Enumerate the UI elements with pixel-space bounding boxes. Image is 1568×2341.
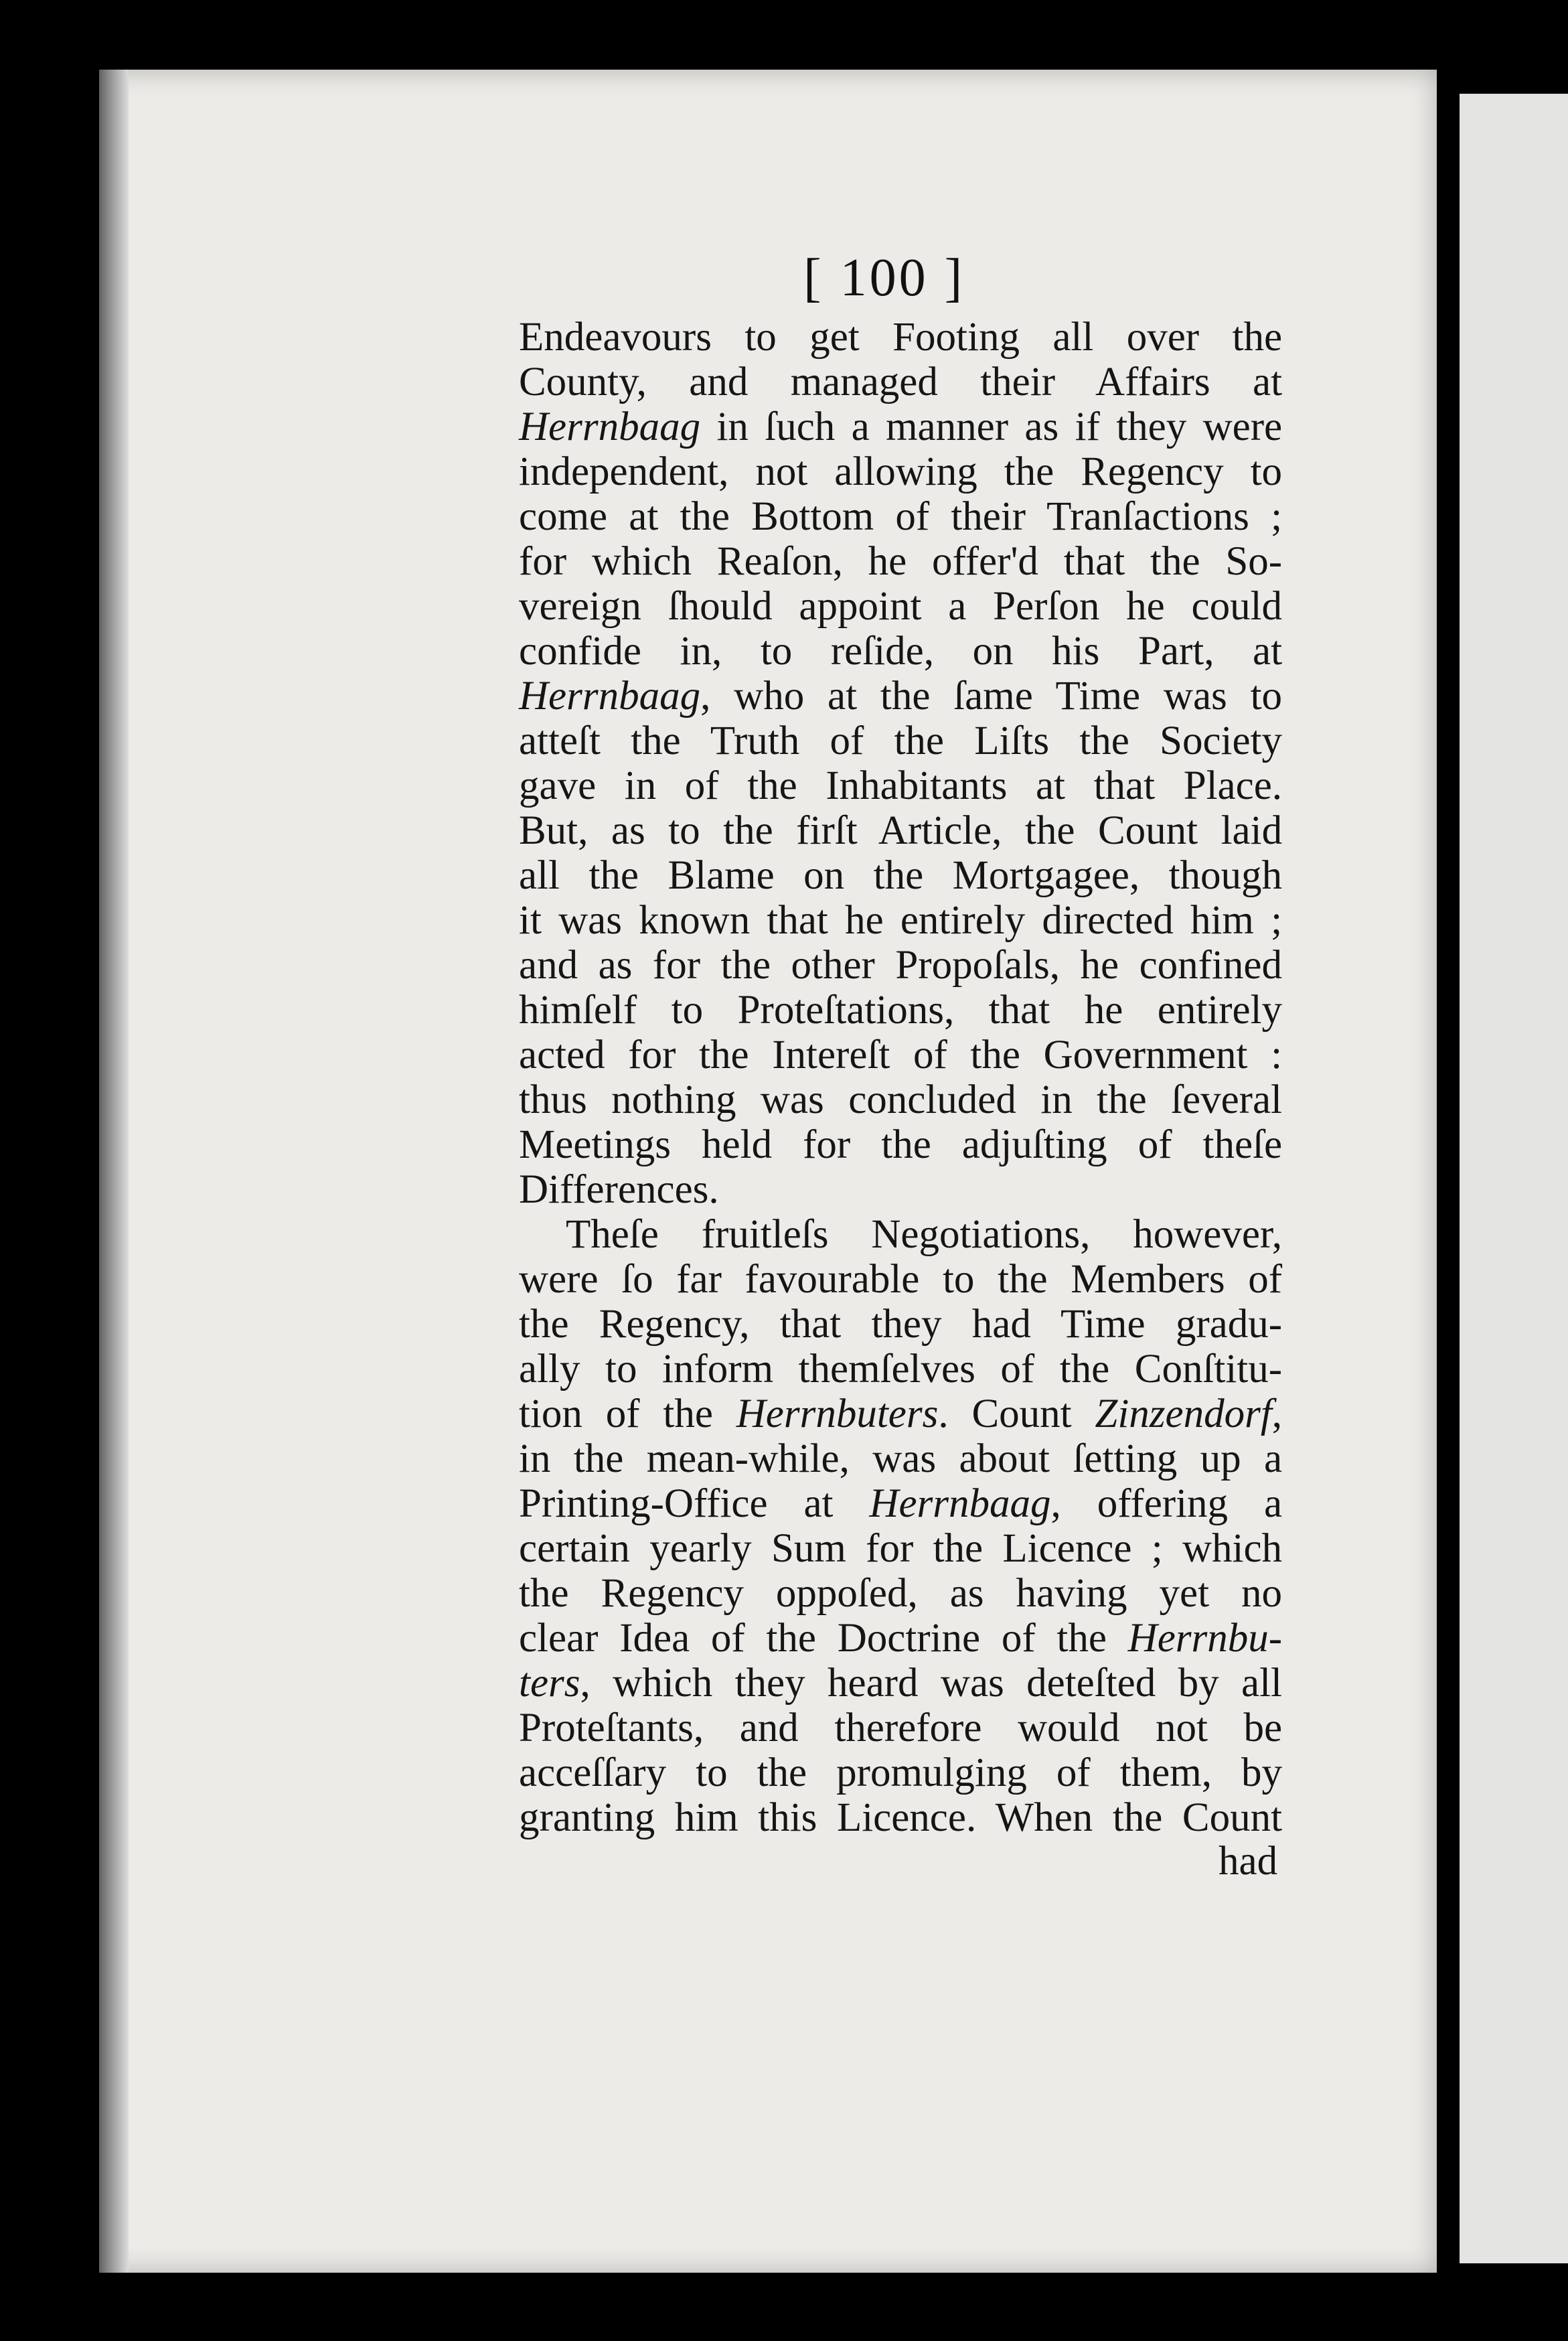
text-line: all the Blame on the Mortgagee, though — [519, 853, 1283, 898]
text-line: independent, not allowing the Regency to — [519, 449, 1283, 494]
text-line: vereign ſhould appoint a Perſon he could — [519, 584, 1283, 629]
text-line: County, and managed their Affairs at — [519, 360, 1283, 404]
page-number-header: [ 100 ] — [803, 248, 965, 307]
text-line: clear Idea of the Doctrine of the Herrnbu- — [519, 1616, 1283, 1661]
text-line: Proteſtants, and therefore would not be — [519, 1706, 1283, 1750]
text-line: thus nothing was concluded in the ſeveral — [519, 1077, 1282, 1122]
text-line: it was known that he entirely directed him ; — [519, 898, 1283, 943]
text-line: gave in of the Inhabitants at that Place. — [519, 763, 1283, 808]
text-line: granting him this Licence. When the Count — [519, 1795, 1283, 1840]
text-line: Meetings held for the adjuſting of theſe — [519, 1122, 1283, 1167]
text-line: Differences. — [519, 1167, 719, 1212]
paragraph-1 — [519, 315, 1282, 1212]
text-line: Theſe fruitleſs Negotiations, however, — [566, 1212, 1283, 1257]
page-fore-edge — [99, 70, 129, 2273]
text-line: ters, which they heard was deteſted by all — [519, 1661, 1282, 1706]
facing-page — [1460, 94, 1568, 2263]
binding-gutter — [1437, 87, 1460, 2263]
text-line: for which Reaſon, he offer'd that the So- — [519, 539, 1283, 584]
body-text — [519, 315, 1282, 1840]
text-line: himſelf to Proteſtations, that he entirely — [519, 988, 1283, 1033]
text-line: Herrnbaag in ſuch a manner as if they were — [519, 404, 1283, 449]
text-line: certain yearly Sum for the Licence ; which — [519, 1526, 1283, 1571]
text-line: ally to inform themſelves of the Conſtitu- — [519, 1347, 1283, 1391]
text-line: were ſo far favourable to the Members of — [519, 1257, 1283, 1302]
text-line: and as for the other Propoſals, he confined — [519, 943, 1283, 988]
text-line: in the mean-while, was about ſetting up a — [519, 1436, 1283, 1481]
text-line: confide in, to reſide, on his Part, at — [519, 629, 1283, 674]
text-line: the Regency, that they had Time gradu- — [519, 1302, 1283, 1347]
text-line: the Regency oppoſed, as having yet no — [519, 1571, 1283, 1616]
paragraph-2 — [519, 1212, 1282, 1840]
text-line: Endeavours to get Footing all over the — [519, 315, 1283, 360]
catchword: had — [1219, 1839, 1278, 1884]
text-line: Herrnbaag, who at the ſame Time was to — [519, 674, 1283, 719]
text-line: come at the Bottom of their Tranſactions ; — [519, 494, 1283, 539]
text-line: But, as to the firſt Article, the Count laid — [519, 808, 1283, 853]
text-line: acted for the Intereſt of the Government : — [519, 1033, 1283, 1077]
text-line: atteſt the Truth of the Liſts the Society — [519, 719, 1283, 763]
text-line: Printing-Office at Herrnbaag, offering a — [519, 1481, 1283, 1526]
text-line: tion of the Herrnbuters. Count Zinzendorf, — [519, 1391, 1283, 1436]
text-line: acceſſary to the promulging of them, by — [519, 1750, 1282, 1795]
